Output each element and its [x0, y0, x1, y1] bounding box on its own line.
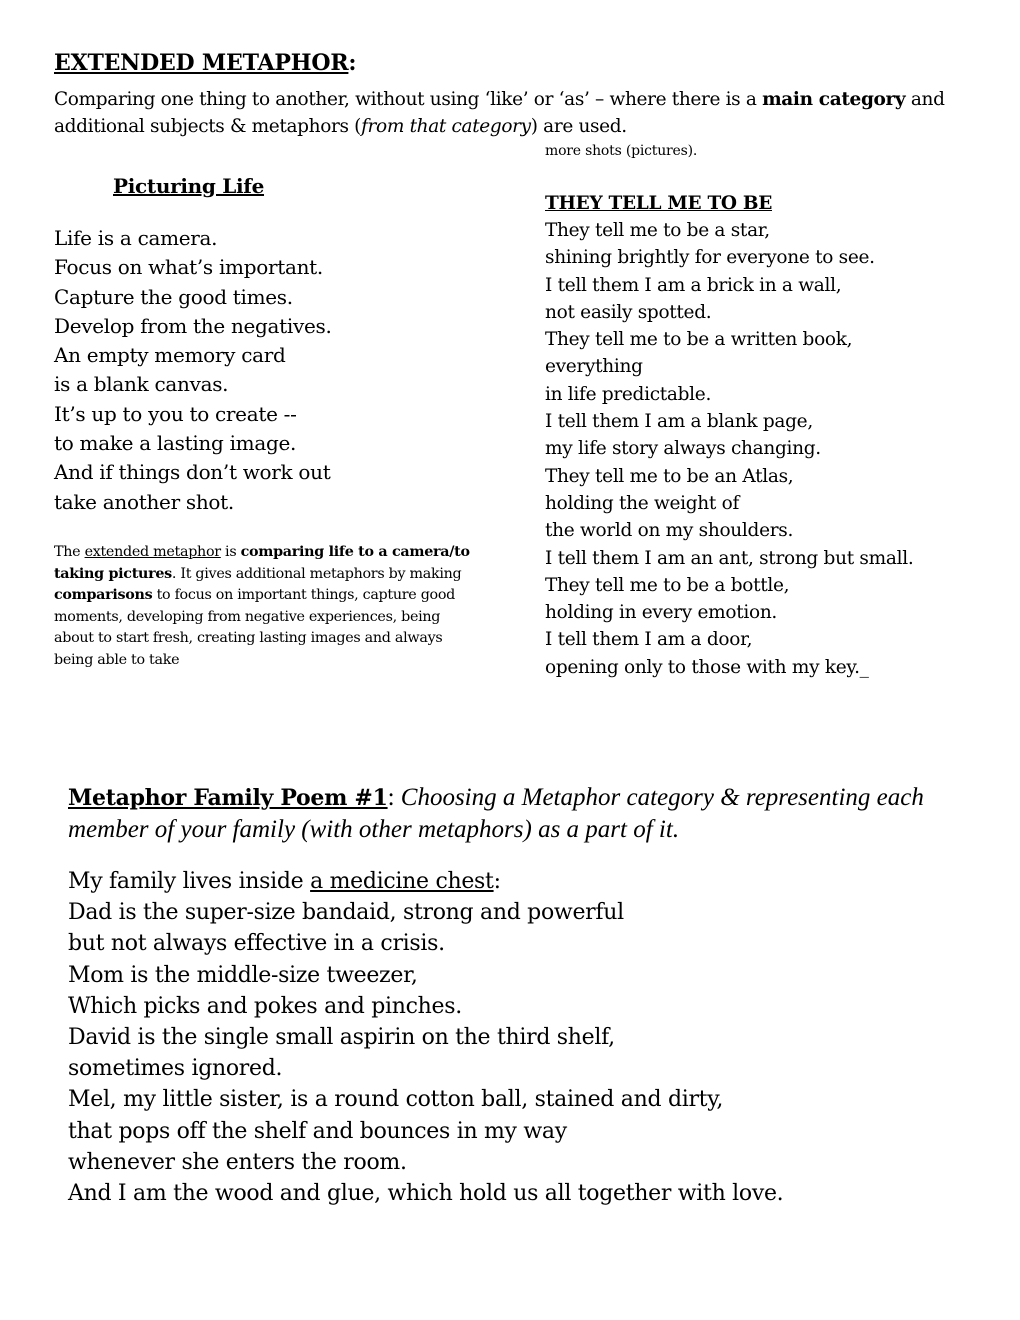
explanation-is: is: [220, 544, 241, 560]
picturing-life-title: Picturing Life: [113, 174, 265, 198]
poem-line: not easily spotted.: [545, 301, 712, 323]
poem-line: but not always effective in a crisis.: [68, 931, 445, 957]
poem-line: to make a lasting image.: [54, 431, 297, 456]
family-poem-title: Metaphor Family Poem #1: [68, 785, 388, 811]
poem-line: An empty memory card: [54, 343, 286, 368]
they-tell-me-title: THEY TELL ME TO BE: [545, 193, 772, 214]
picturing-life-explanation: [54, 542, 479, 672]
picturing-life-poem: [54, 224, 332, 517]
explanation-bold-comparison: comparing life to a camera/to taking pictures: [54, 544, 470, 582]
poem-line: holding in every emotion.: [545, 602, 778, 624]
poem-line: take another shot.: [54, 489, 234, 514]
they-tell-me-poem: [545, 217, 913, 681]
poem-line: And I am the wood and glue, which hold us all together with love.: [68, 1181, 784, 1207]
intro-prefix: My family lives inside: [68, 869, 311, 894]
poem-line: everything: [545, 356, 643, 378]
poem-line: whenever she enters the room.: [68, 1149, 407, 1175]
poem-line: Develop from the negatives.: [54, 313, 332, 338]
definition-paragraph: [54, 86, 989, 140]
page-title: [54, 48, 356, 78]
poem-line: shining brightly for everyone to see.: [545, 247, 875, 269]
poem-line: sometimes ignored.: [68, 1056, 283, 1082]
poem-line: They tell me to be a bottle,: [545, 574, 790, 596]
poem-line: my life story always changing.: [545, 438, 821, 460]
family-poem: [68, 866, 783, 1209]
explanation-continued-text: more shots (pictures).: [545, 143, 698, 159]
poem-line: in life predictable.: [545, 383, 712, 405]
definition-part1: Comparing one thing to another, without using ‘like’ or ‘as’ – where there is a: [54, 89, 763, 110]
poem-line: Which picks and pokes and pinches.: [68, 993, 462, 1019]
poem-line: that pops off the shelf and bounces in my way: [68, 1118, 567, 1144]
family-poem-heading: [68, 782, 988, 845]
poem-line: Focus on what’s important.: [54, 255, 323, 280]
family-poem-intro: [68, 866, 783, 897]
definition-from-category: from that category: [361, 116, 531, 137]
intro-suffix: :: [493, 869, 501, 894]
family-poem-colon: :: [387, 784, 401, 811]
poem-line: Capture the good times.: [54, 284, 293, 309]
poem-line: They tell me to be an Atlas,: [545, 465, 794, 487]
poem-line: opening only to those with my key._: [545, 656, 869, 678]
page-title-text: EXTENDED METAPHOR: [54, 50, 349, 76]
poem-line: I tell them I am an ant, strong but small.: [545, 547, 914, 569]
poem-line: Dad is the super-size bandaid, strong and powerful: [68, 900, 624, 926]
poem-line: is a blank canvas.: [54, 372, 229, 397]
poem-line: I tell them I am a brick in a wall,: [545, 274, 842, 296]
poem-line: holding the weight of: [545, 492, 740, 514]
definition-part3: ) are used.: [530, 116, 627, 137]
explanation-the: The: [54, 544, 85, 560]
definition-main-category: main category: [762, 89, 906, 110]
poem-line: David is the single small aspirin on the third shelf,: [68, 1025, 615, 1051]
definition-part2: and additional subjects & metaphors (: [54, 89, 945, 137]
poem-line: And if things don’t work out: [54, 460, 331, 485]
explanation-term: extended metaphor: [84, 544, 221, 560]
family-poem-subtitle: Choosing a Metaphor category & representing each member of your family (with other metaphors) as a part of it.: [68, 784, 924, 843]
intro-medicine-chest: a medicine chest: [310, 869, 494, 894]
poem-line: It’s up to you to create --: [54, 401, 297, 426]
poem-line: the world on my shoulders.: [545, 520, 794, 542]
poem-line: Mel, my little sister, is a round cotton ball, stained and dirty,: [68, 1087, 724, 1113]
poem-line: They tell me to be a written book,: [545, 329, 853, 351]
explanation-rest: to focus on important things, capture good moments, developing from negative experiences, being about to start fresh, creating lasting images and always being able to take: [54, 587, 456, 668]
poem-line: I tell them I am a blank page,: [545, 411, 813, 433]
explanation-bold-comparisons: comparisons: [54, 587, 153, 604]
page-title-colon: :: [348, 50, 357, 76]
poem-line: They tell me to be a star,: [545, 220, 770, 241]
poem-line: Mom is the middle-size tweezer,: [68, 962, 418, 988]
poem-line: I tell them I am a door,: [545, 629, 753, 651]
explanation-mid: . It gives additional metaphors by making: [171, 565, 462, 582]
poem-line: Life is a camera.: [54, 226, 218, 250]
